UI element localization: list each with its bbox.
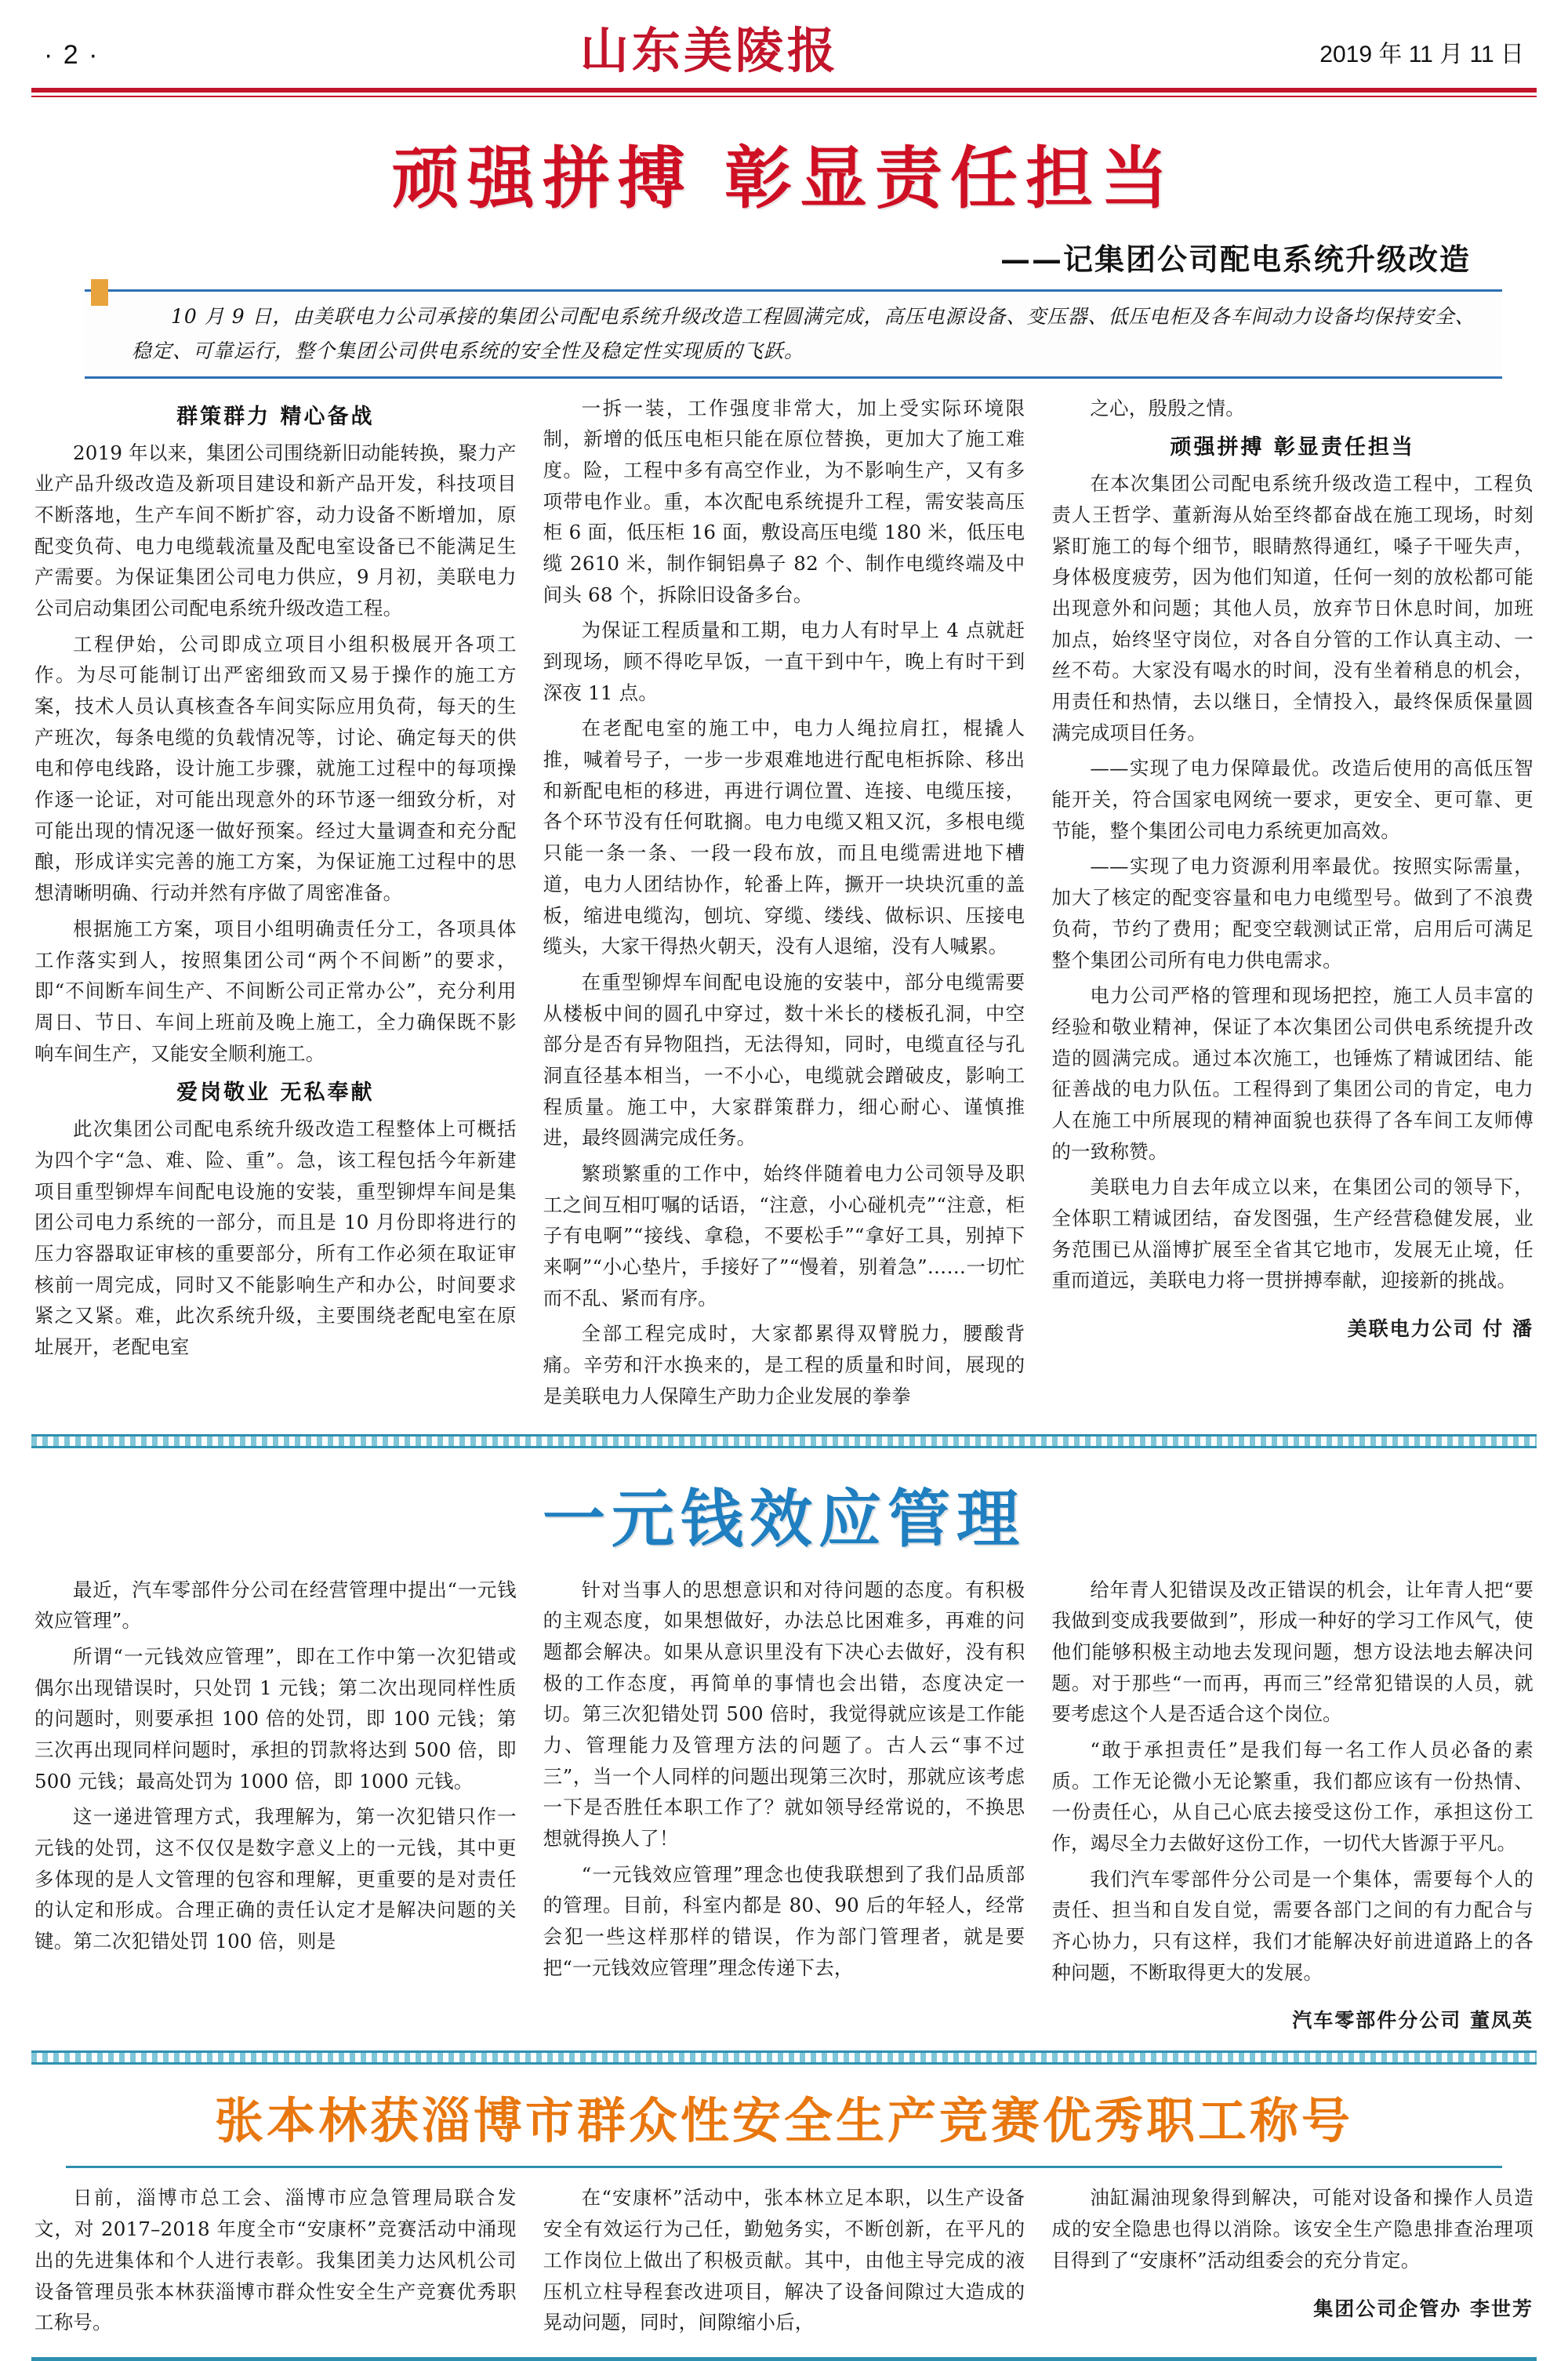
- paragraph: 这一递进管理方式，我理解为，第一次犯错只作一元钱的处罚，这不仅仅是数字意义上的一元钱，其中更多体现的是人文管理的包容和理解，更重要的是对责任的认定和形成。合理正确的责任认定才是解决问题的关键。第二次犯错处罚 100 倍，则是: [34, 1805, 517, 1953]
- paragraph: 在本次集团公司配电系统升级改造工程中，工程负责人王哲学、董新海从始至终都奋战在施工现场，时刻紧盯施工的每个细节，眼睛熬得通红，嗓子干哑失声，身体极度疲劳，因为他们知道，任何一刻的放松都可能出现意外和问题；其他人员，放弃节日休息时间，加班加点，始终坚守岗位，对各自分管的工作认真主动、一丝不苟。大家没有喝水的时间，没有坐着稍息的机会，用责任和热情，去以继日，全情投入，最终保质保量圆满完成项目任务。: [1051, 472, 1534, 744]
- article1-section3-title: 顽强拼搏 彰显责任担当: [1170, 435, 1415, 460]
- article-one-yuan-management: [0, 1469, 1568, 2034]
- masthead-rule-thin: [31, 96, 1537, 97]
- article1-columns: [34, 393, 1534, 1417]
- paragraph: 电力公司严格的管理和现场把控，施工人员丰富的经验和敬业精神，保证了本次集团公司供电系统提升改造的圆满完成。通过本次施工，也锤炼了精诚团结、能征善战的电力队伍。工程得到了集团公司的肯定，电力人在施工中所展现的精神面貌也获得了各车间工友师傅的一致称赞。: [1051, 984, 1534, 1163]
- paragraph: 日前，淄博市总工会、淄博市应急管理局联合发文，对 2017–2018 年度全市“安康杯”竞赛活动中涌现出的先进集体和个人进行表彰。我集团美力达风机公司设备管理员张本林获淄博市群众性安全生产竞赛优秀职工称号。: [34, 2186, 517, 2334]
- article1-lead-text: 10 月 9 日，由美联电力公司承接的集团公司配电系统升级改造工程圆满完成，高压电源设备、变压器、低压电柜及各车间动力设备均保持安全、稳定、可靠运行，整个集团公司供电系统的安全性及稳定性实现质的飞跃。: [132, 305, 1475, 362]
- paper-title: 山东美陵报: [579, 22, 839, 79]
- article1-column-2: [543, 393, 1025, 1417]
- article3-byline: 集团公司企管办 李世芳: [1313, 2297, 1534, 2320]
- paragraph: 给年青人犯错误及改正错误的机会，让年青人把“要我做到变成我要做到”，形成一种好的学习工作风气，使他们能够积极主动地去发现问题，想方设法地去解决问题。对于那些“一而再，再而三”经常犯错误的人员，就要考虑这个人是否适合这个岗位。: [1051, 1578, 1534, 1726]
- paragraph: 工程伊始，公司即成立项目小组积极展开各项工作。为尽可能制订出严密细致而又易于操作的施工方案，技术人员认真核查各车间实际应用负荷，每天的生产班次，每条电缆的负载情况等，讨论、确定每天的供电和停电线路，设计施工步骤，就施工过程中的每项操作逐一论证，对可能出现意外的环节逐一细致分析，对可能出现的情况逐一做好预案。经过大量调查和充分配酿，形成详实完善的施工方案，为保证施工过程中的思想清晰明确、行动并然有序做了周密准备。: [34, 632, 517, 905]
- paragraph: 一拆一装，工作强度非常大，加上受实际环境限制，新增的低压电柜只能在原位替换，更加大了施工难度。险，工程中多有高空作业，为不影响生产，又有多项带电作业。重，本次配电系统提升工程，需安装高压柜 6 面，低压柜 16 面，敷设高压电缆 180 米，低压电缆 2610 米，制作铜铝鼻子 82 个、制作电缆终端及中间头 68 个，拆除旧设备多台。: [543, 396, 1025, 606]
- paragraph: “敢于承担责任”是我们每一名工作人员必备的素质。工作无论微小无论繁重，我们都应该有一份热情、一份责任心，从自己心底去接受这份工作，承担这份工作，竭尽全力去做好这份工作，一切代大皆源于平凡。: [1051, 1738, 1534, 1854]
- article3-column-2: [543, 2182, 1025, 2342]
- article1-column-1: [34, 393, 517, 1417]
- paragraph: 此次集团公司配电系统升级改造工程整体上可概括为四个字“急、难、险、重”。急，该工程包括今年新建项目重型铆焊车间配电设施的安装，重型铆焊车间是集团公司电力系统的一部分，而且是 10 月份即将进行的压力容器取证审核的重要部分，所有工作必须在取证审核前一周完成，同时又不能影响生产和办公，时间要求紧之又紧。难，此次系统升级，主要围绕老配电室在原址展开，老配电室: [34, 1117, 517, 1359]
- article-award: [0, 2082, 1568, 2342]
- page-bottom-rule: [31, 2357, 1537, 2361]
- article3-rule: [66, 2166, 1502, 2168]
- article3-column-3: [1051, 2182, 1534, 2342]
- paragraph: 根据施工方案，项目小组明确责任分工，各项具体工作落实到人，按照集团公司“两个不间断”的要求，即“不间断车间生产、不间断公司正常办公”，充分利用周日、节日、车间上班前及晚上施工，全力确保既不影响车间生产，又能安全顺利施工。: [34, 917, 517, 1065]
- article1-section1-title: 群策群力 精心备战: [176, 404, 375, 429]
- article2-column-1: [34, 1575, 517, 2034]
- paragraph: ——实现了电力保障最优。改造后使用的高低压智能开关，符合国家电网统一要求，更安全、更可靠、更节能，整个集团公司电力系统更加高效。: [1051, 757, 1534, 842]
- paragraph: 我们汽车零部件分公司是一个集体，需要每个人的责任、担当和自发自觉，需要各部门之间的有力配合与齐心协力，只有这样，我们才能解决好前进道路上的各种问题，不断取得更大的发展。: [1051, 1867, 1534, 1984]
- lead-corner-marker: [91, 279, 108, 306]
- paragraph: 之心，殷殷之情。: [1090, 396, 1245, 420]
- article1-section2-title: 爱岗敬业 无私奉献: [176, 1081, 375, 1106]
- article3-headline: 张本林获淄博市群众性安全生产竞赛优秀职工称号: [214, 2092, 1353, 2150]
- article3-column-1: [34, 2182, 517, 2342]
- article1-lead-box: [85, 289, 1502, 379]
- article2-column-3: [1051, 1575, 1534, 2034]
- paragraph: 油缸漏油现象得到解决，可能对设备和操作人员造成的安全隐患也得以消除。该安全生产隐患排查治理项目得到了“安康杯”活动组委会的充分肯定。: [1051, 2186, 1534, 2272]
- article1-column-3: [1051, 393, 1534, 1417]
- article2-columns: [34, 1575, 1534, 2034]
- paragraph: 在“安康杯”活动中，张本林立足本职，以生产设备安全有效运行为己任，勤勉务实，不断创新，在平凡的工作岗位上做出了积极贡献。其中，由他主导完成的液压机立柱导程套改进项目，解决了设备间隙过大造成的晃动问题，同时，间隙缩小后，: [543, 2186, 1025, 2334]
- paragraph: 繁琐繁重的工作中，始终伴随着电力公司领导及职工之间互相叮嘱的话语，“注意，小心碰机壳”“注意，柜子有电啊”“接线、拿稳，不要松手”“拿好工具，别掉下来啊”“小心垫片，手接好了”“慢着，别着急”……一切忙而不乱、紧而有序。: [543, 1162, 1025, 1309]
- masthead-rule-thick: [31, 88, 1537, 93]
- paragraph: 美联电力自去年成立以来，在集团公司的领导下，全体职工精诚团结，奋发图强，生产经营稳健发展，业务范围已从淄博扩展至全省其它地市，发展无止境，任重而道远，美联电力将一贯拼搏奉献，迎接新的挑战。: [1051, 1175, 1534, 1292]
- paragraph: 在老配电室的施工中，电力人绳拉肩扛，棍撬人推，喊着号子，一步一步艰难地进行配电柜拆除、移出和新配电柜的移进，再进行调位置、连接、电缆压接，各个环节没有任何耽搁。电力电缆又粗又沉，多根电缆只能一条一条、一段一段布放，而且电缆需进地下槽道，电力人团结协作，轮番上阵，撅开一块块沉重的盖板，缩进电缆沟，刨坑、穿缆、缕线、做标识、压接电缆头，大家干得热火朝天，没有人退缩，没有人喊累。: [543, 717, 1025, 958]
- article2-byline: 汽车零部件分公司 董凤英: [1292, 2009, 1534, 2032]
- section-separator-2: [31, 2050, 1537, 2065]
- paragraph: ——实现了电力资源利用率最优。按照实际需量，加大了核定的配变容量和电力电缆型号。做到了不浪费负荷，节约了费用；配变空载测试正常，启用后可满足整个集团公司所有电力供电需求。: [1051, 855, 1534, 972]
- paragraph: 在重型铆焊车间配电设施的安装中，部分电缆需要从楼板中间的圆孔中穿过，数十米长的楼板孔洞，中空部分是否有异物阻挡，无法得知，同时，电缆直径与孔洞直径基本相当，一不小心，电缆就会蹭破皮，影响工程质量。施工中，大家群策群力，细心耐心、谨慎推进，最终圆满完成任务。: [543, 970, 1025, 1150]
- paragraph: 最近，汽车零部件分公司在经营管理中提出“一元钱效应管理”。: [34, 1578, 517, 1633]
- article1-headline: 顽强拼搏 彰显责任担当: [392, 139, 1176, 218]
- paragraph: 为保证工程质量和工期，电力人有时早上 4 点就赶到现场，顾不得吃早饭，一直干到中午，晚上有时干到深夜 11 点。: [543, 619, 1025, 704]
- section-separator-1: [31, 1434, 1537, 1448]
- article2-headline: 一元钱效应管理: [543, 1481, 1025, 1556]
- article1-byline: 美联电力公司 付 潘: [1347, 1317, 1534, 1341]
- issue-date: 2019 年 11 月 11 日: [1319, 42, 1524, 67]
- paragraph: 所谓“一元钱效应管理”，即在工作中第一次犯错或偶尔出现错误时，只处罚 1 元钱；第二次出现同样性质的问题时，则要承担 100 倍的处罚，即 100 元钱；第三次再出现同样问题时，承担的罚款将达到 500 倍，即 500 元钱；最高处罚为 1000 倍，即 1000 元钱。: [34, 1644, 517, 1793]
- article3-columns: [34, 2182, 1534, 2342]
- paragraph: 全部工程完成时，大家都累得双臂脱力，腰酸背痛。辛劳和汗水换来的，是工程的质量和时间，展现的是美联电力人保障生产助力企业发展的拳拳: [543, 1322, 1025, 1408]
- article1-subheadline: ——记集团公司配电系统升级改造: [1000, 242, 1471, 277]
- article2-column-2: [543, 1575, 1025, 2034]
- paragraph: “一元钱效应管理”理念也使我联想到了我们品质部的管理。目前，科室内都是 80、90 后的年轻人，经常会犯一些这样那样的错误，作为部门管理者，就是要把“一元钱效应管理”理念传递下去，: [543, 1862, 1025, 1979]
- article-power-system: [0, 124, 1568, 1417]
- paragraph: 2019 年以来，集团公司围绕新旧动能转换，聚力产业产品升级改造及新项目建设和新产品开发，科技项目不断落地，生产车间不断扩容，动力设备不断增加，原配变负荷、电力电缆载流量及配电室设备已不能满足生产需要。为保证集团公司电力供应，9 月初，美联电力公司启动集团公司配电系统升级改造工程。: [34, 441, 517, 619]
- masthead: [0, 0, 1568, 83]
- page-number: · 2 ·: [44, 40, 100, 70]
- paragraph: 针对当事人的思想意识和对待问题的态度。有积极的主观态度，如果想做好，办法总比困难多，再难的问题都会解决。如果从意识里没有下决心去做好，没有积极的工作态度，再简单的事情也会出错，态度决定一切。第三次犯错处罚 500 倍时，我觉得就应该是工作能力、管理能力及管理方法的问题了。古人云“事不过三”，当一个人同样的问题出现第三次时，那就应该考虑一下是否胜任本职工作了？就如领导经常说的，不换思想就得换人了！: [543, 1578, 1025, 1850]
